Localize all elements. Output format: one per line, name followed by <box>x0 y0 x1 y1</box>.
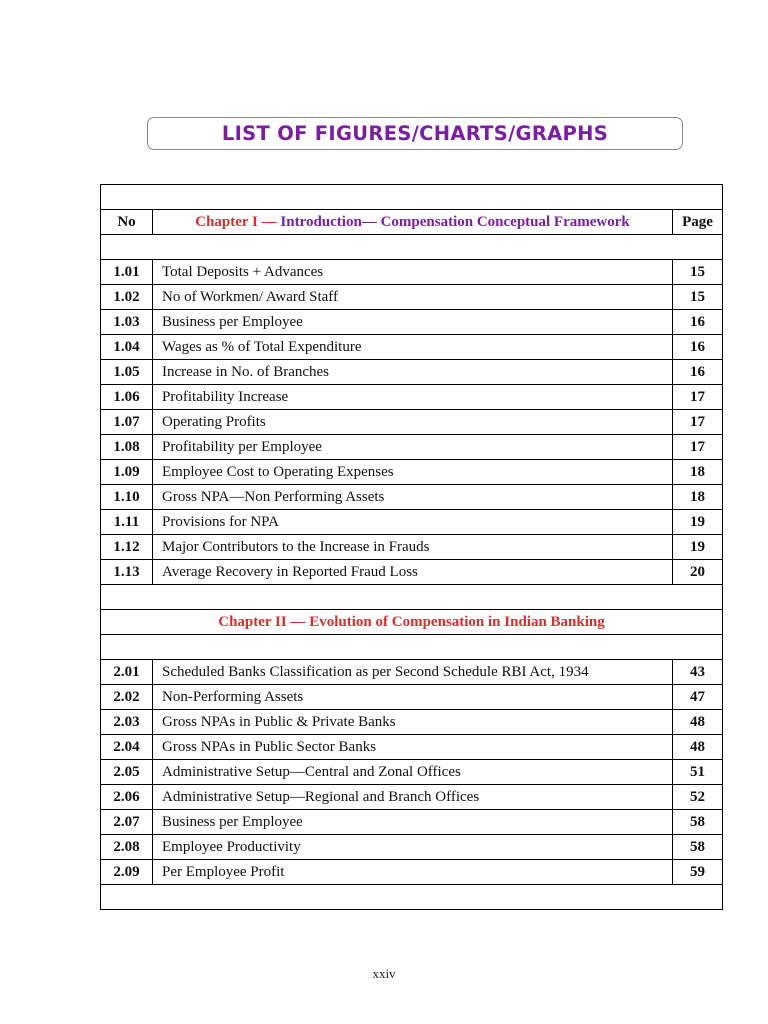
figure-page: 19 <box>673 510 723 535</box>
header-page: Page <box>673 210 723 235</box>
figure-number: 2.03 <box>101 710 153 735</box>
figure-title: Administrative Setup—Central and Zonal Offices <box>153 760 673 785</box>
figures-table <box>100 184 723 910</box>
figure-number: 1.01 <box>101 260 153 285</box>
figure-page: 47 <box>673 685 723 710</box>
table-row <box>101 460 723 485</box>
figure-page: 19 <box>673 535 723 560</box>
figure-number: 2.06 <box>101 785 153 810</box>
spacer-row <box>101 635 723 660</box>
figure-title: No of Workmen/ Award Staff <box>153 285 673 310</box>
figure-page: 20 <box>673 560 723 585</box>
table-row <box>101 310 723 335</box>
chapter2-heading-row <box>101 610 723 635</box>
figure-page: 15 <box>673 260 723 285</box>
figure-number: 2.04 <box>101 735 153 760</box>
figure-number: 1.05 <box>101 360 153 385</box>
table-row <box>101 660 723 685</box>
table-row <box>101 485 723 510</box>
figure-title: Profitability Increase <box>153 385 673 410</box>
chapter1-label: Chapter I — <box>195 213 277 230</box>
figure-page: 17 <box>673 385 723 410</box>
figure-page: 16 <box>673 335 723 360</box>
table-row <box>101 285 723 310</box>
figure-page: 16 <box>673 310 723 335</box>
header-no: No <box>101 210 153 235</box>
figure-page: 58 <box>673 835 723 860</box>
table-row <box>101 860 723 885</box>
figure-page: 17 <box>673 410 723 435</box>
spacer-row <box>101 235 723 260</box>
table-row <box>101 835 723 860</box>
figure-title: Operating Profits <box>153 410 673 435</box>
figure-page: 43 <box>673 660 723 685</box>
figure-page: 48 <box>673 710 723 735</box>
figure-number: 1.11 <box>101 510 153 535</box>
figure-number: 1.08 <box>101 435 153 460</box>
table-row <box>101 335 723 360</box>
figure-number: 2.09 <box>101 860 153 885</box>
table-row <box>101 685 723 710</box>
figure-number: 2.05 <box>101 760 153 785</box>
spacer-row <box>101 585 723 610</box>
table-row <box>101 710 723 735</box>
figure-title: Scheduled Banks Classification as per Second Schedule RBI Act, 1934 <box>153 660 673 685</box>
figure-page: 59 <box>673 860 723 885</box>
figure-number: 1.12 <box>101 535 153 560</box>
figure-title: Total Deposits + Advances <box>153 260 673 285</box>
table-row <box>101 435 723 460</box>
page-number: xxiv <box>372 966 396 981</box>
figure-title: Average Recovery in Reported Fraud Loss <box>153 560 673 585</box>
figure-title: Employee Cost to Operating Expenses <box>153 460 673 485</box>
table-row <box>101 560 723 585</box>
figure-title: Provisions for NPA <box>153 510 673 535</box>
figure-title: Wages as % of Total Expenditure <box>153 335 673 360</box>
figure-page: 15 <box>673 285 723 310</box>
table-row <box>101 810 723 835</box>
figure-title: Business per Employee <box>153 810 673 835</box>
figure-number: 1.06 <box>101 385 153 410</box>
table-row <box>101 535 723 560</box>
figure-number: 1.13 <box>101 560 153 585</box>
figure-page: 52 <box>673 785 723 810</box>
figure-title: Profitability per Employee <box>153 435 673 460</box>
figure-title: Business per Employee <box>153 310 673 335</box>
figure-number: 1.09 <box>101 460 153 485</box>
figure-number: 2.08 <box>101 835 153 860</box>
spacer-row <box>101 885 723 910</box>
chapter1-title: Introduction— Compensation Conceptual Framework <box>280 213 630 230</box>
figure-number: 1.03 <box>101 310 153 335</box>
figure-number: 1.10 <box>101 485 153 510</box>
title-box <box>147 117 683 150</box>
figure-page: 17 <box>673 435 723 460</box>
figure-title: Gross NPA—Non Performing Assets <box>153 485 673 510</box>
table-row <box>101 410 723 435</box>
figure-number: 1.04 <box>101 335 153 360</box>
figure-title: Non-Performing Assets <box>153 685 673 710</box>
table-row <box>101 360 723 385</box>
figure-page: 51 <box>673 760 723 785</box>
figure-number: 2.02 <box>101 685 153 710</box>
figure-title: Employee Productivity <box>153 835 673 860</box>
figure-title: Gross NPAs in Public Sector Banks <box>153 735 673 760</box>
chapter2-heading: Chapter II — Evolution of Compensation in Indian Banking <box>101 610 723 635</box>
figure-number: 2.07 <box>101 810 153 835</box>
table-row <box>101 260 723 285</box>
figure-page: 16 <box>673 360 723 385</box>
page-title: LIST OF FIGURES/CHARTS/GRAPHS <box>221 122 609 145</box>
figure-page: 58 <box>673 810 723 835</box>
figure-title: Gross NPAs in Public & Private Banks <box>153 710 673 735</box>
figure-number: 2.01 <box>101 660 153 685</box>
table-row <box>101 385 723 410</box>
figure-title: Administrative Setup—Regional and Branch Offices <box>153 785 673 810</box>
table-row <box>101 510 723 535</box>
header-chapter <box>153 210 673 235</box>
figure-title: Major Contributors to the Increase in Frauds <box>153 535 673 560</box>
header-row <box>101 210 723 235</box>
table-row <box>101 785 723 810</box>
spacer-row <box>101 185 723 210</box>
figure-number: 1.02 <box>101 285 153 310</box>
figure-page: 18 <box>673 460 723 485</box>
table-row <box>101 735 723 760</box>
figure-title: Per Employee Profit <box>153 860 673 885</box>
figure-number: 1.07 <box>101 410 153 435</box>
figure-page: 48 <box>673 735 723 760</box>
table-row <box>101 760 723 785</box>
figure-page: 18 <box>673 485 723 510</box>
figure-title: Increase in No. of Branches <box>153 360 673 385</box>
